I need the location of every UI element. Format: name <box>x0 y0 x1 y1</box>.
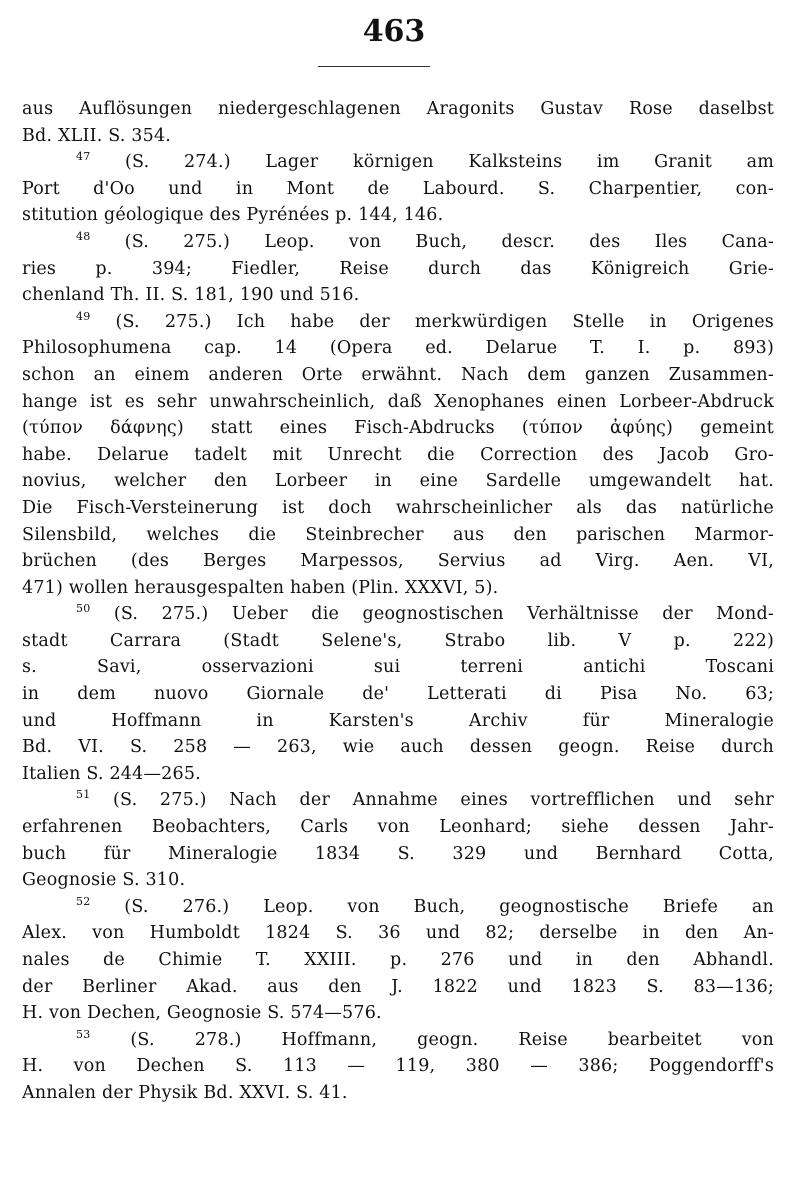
page-number: 463 <box>362 14 426 49</box>
text-line: buch für Mineralogie 1834 S. 329 und Bernhard Cotta, <box>22 843 774 864</box>
text-line: (S. 275.) Ueber die geognostischen Verhältnisse der Mond- <box>113 604 774 625</box>
footnote-52 <box>22 894 774 921</box>
text-line: (S. 278.) Hoffmann, geogn. Reise bearbeitet von <box>130 1029 774 1050</box>
text-line: brüchen (des Berges Marpessos, Servius ad Virg. Aen. VI, <box>22 551 774 572</box>
footnote-51 <box>22 787 774 814</box>
text-line: Alex. von Humboldt 1824 S. 36 und 82; derselbe in den An- <box>22 923 774 944</box>
text-line: chenland Th. II. S. 181, 190 und 516. <box>22 285 360 306</box>
text-line: Bd. VI. S. 258 — 263, wie auch dessen geogn. Reise durch <box>22 737 774 758</box>
text-line: Silensbild, welches die Steinbrecher aus den parischen Marmor- <box>22 524 774 545</box>
footnote-number: 48 <box>76 229 91 243</box>
text-line: Annalen der Physik Bd. XXVI. S. 41. <box>22 1082 348 1103</box>
text-line: Geognosie S. 310. <box>22 870 186 891</box>
text-line: H. von Dechen, Geognosie S. 574—576. <box>22 1003 382 1024</box>
header-rule <box>318 66 430 67</box>
footnote-number: 52 <box>76 894 91 908</box>
footnote-number: 49 <box>76 309 91 323</box>
text-line: 471) wollen herausgespalten haben (Plin. XXXVI, 5). <box>22 577 499 598</box>
text-line: (τύπον δάφνης) statt eines Fisch-Abdrucks (τύπον ἀφύης) gemeint <box>22 418 774 439</box>
text-line: Die Fisch-Versteinerung ist doch wahrscheinlicher als das natürliche <box>22 497 774 518</box>
text-line: und Hoffmann in Karsten's Archiv für Mineralogie <box>22 710 774 731</box>
footnote-number: 50 <box>76 602 91 616</box>
text-line: (S. 274.) Lager körnigen Kalksteins im Granit am <box>125 152 774 173</box>
footnote-number: 47 <box>76 150 91 164</box>
text-line: ries p. 394; Fiedler, Reise durch das Königreich Grie- <box>22 258 774 279</box>
text-line: in dem nuovo Giornale de' Letterati di Pisa No. 63; <box>22 684 774 705</box>
footnotes-text <box>22 96 774 1107</box>
footnote-53 <box>22 1027 774 1054</box>
footnote-50 <box>22 601 774 628</box>
text-line: Italien S. 244—265. <box>22 763 201 784</box>
footnote-number: 51 <box>76 788 91 802</box>
text-line: (S. 275.) Ich habe der merkwürdigen Stelle in Origenes <box>115 311 774 332</box>
text-line: (S. 275.) Leop. von Buch, descr. des Iles Cana- <box>124 231 774 252</box>
footnote-number: 53 <box>76 1027 91 1041</box>
footnote-48 <box>22 229 774 256</box>
text-line: stadt Carrara (Stadt Selene's, Strabo lib. V p. 222) <box>22 630 774 651</box>
text-line: novius, welcher den Lorbeer in eine Sardelle umgewandelt hat. <box>22 471 774 492</box>
text-line: H. von Dechen S. 113 — 119, 380 — 386; Poggendorff's <box>22 1056 774 1077</box>
text-line: der Berliner Akad. aus den J. 1822 und 1823 S. 83—136; <box>22 976 774 997</box>
text-line: nales de Chimie T. XXIII. p. 276 und in den Abhandl. <box>22 950 774 970</box>
text-line: Philosophumena cap. 14 (Opera ed. Delarue T. I. p. 893) <box>22 338 774 359</box>
text-line: hange ist es sehr unwahrscheinlich, daß Xenophanes einen Lorbeer-Abdruck <box>22 391 774 412</box>
text-line: (S. 276.) Leop. von Buch, geognostische Briefe an <box>124 896 774 917</box>
text-line: aus Auflösungen niedergeschlagenen Aragonits Gustav Rose daselbst <box>22 99 774 119</box>
text-line: stitution géologique des Pyrénées p. 144, 146. <box>22 205 444 226</box>
text-line: erfahrenen Beobachters, Carls von Leonhard; siehe dessen Jahr- <box>22 817 774 838</box>
text-line: schon an einem anderen Orte erwähnt. Nach dem ganzen Zusammen- <box>22 364 774 385</box>
text-line: Port d'Oo und in Mont de Labourd. S. Charpentier, con- <box>22 178 774 199</box>
text-line: s. Savi, osservazioni sui terreni antichi Toscani <box>22 657 774 678</box>
text-line: Bd. XLII. S. 354. <box>22 125 172 146</box>
text-line: habe. Delarue tadelt mit Unrecht die Correction des Jacob Gro- <box>22 444 774 465</box>
footnote-47 <box>22 149 774 176</box>
text-line: (S. 275.) Nach der Annahme eines vortrefflichen und sehr <box>112 790 774 811</box>
footnote-49 <box>22 309 774 336</box>
